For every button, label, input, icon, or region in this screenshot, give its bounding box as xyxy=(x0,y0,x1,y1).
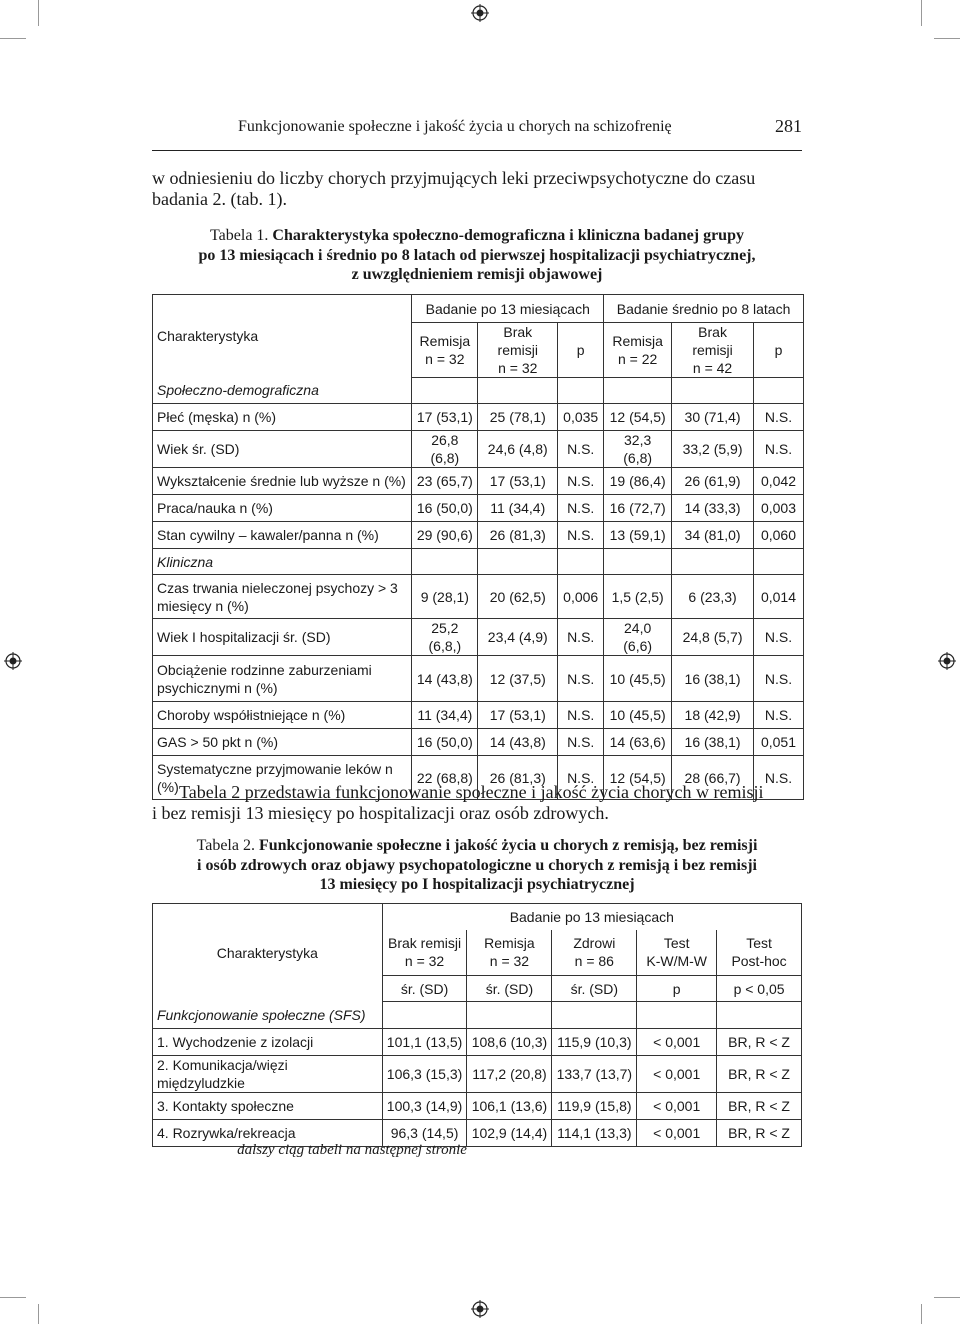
column-header: Brak remisji n = 32 xyxy=(478,323,558,378)
registration-mark-icon xyxy=(938,652,956,670)
text-line: Tabela 2 przedstawia funkcjonowanie społeczne i jakość życia chorych w remisji xyxy=(179,782,764,802)
table-cell: 28 (66,7) xyxy=(672,756,754,800)
row-label: Wykształcenie średnie lub wyższe n (%) xyxy=(153,468,412,495)
caption-label: Tabela 2. xyxy=(196,837,255,854)
row-label: 2. Komunikacja/więzi międzyludzkie xyxy=(153,1056,383,1093)
section-row xyxy=(153,549,804,575)
table-cell: 0,051 xyxy=(753,729,803,756)
table-cell: 0,006 xyxy=(558,575,604,619)
caption-title: po 13 miesiącach i średnio po 8 latach od pierwszej hospitalizacji psychiatrycznej, xyxy=(198,246,756,264)
column-subheader: śr. (SD) xyxy=(467,976,552,1002)
table-cell: 30 (71,4) xyxy=(672,404,754,431)
column-header: Test K-W/M-W xyxy=(637,930,717,976)
table-cell: 17 (53,1) xyxy=(412,404,478,431)
table-cell: 0,014 xyxy=(753,575,803,619)
section-header: Funkcjonowanie społeczne (SFS) xyxy=(153,1002,383,1029)
table-cell: BR, R < Z xyxy=(717,1120,802,1147)
table-cell: N.S. xyxy=(558,702,604,729)
table-cell: 26 (81,3) xyxy=(478,756,558,800)
table-cell: N.S. xyxy=(558,468,604,495)
row-label: 1. Wychodzenie z izolacji xyxy=(153,1029,383,1056)
table-cell: 12 (54,5) xyxy=(604,756,672,800)
text-line: w odniesieniu do liczby chorych przyjmujących leki przeciwpsychotyczne do czasu xyxy=(152,168,756,188)
row-label: Systematyczne przyjmowanie leków n (%) xyxy=(153,756,412,800)
table-cell: 101,1 (13,5) xyxy=(382,1029,467,1056)
table-cell: 33,2 (5,9) xyxy=(672,431,754,468)
row-label: 4. Rozrywka/rekreacja xyxy=(153,1120,383,1147)
table-cell: N.S. xyxy=(558,522,604,549)
column-header: Brak remisji n = 32 xyxy=(382,930,467,976)
trim-mark xyxy=(921,0,922,26)
table-row xyxy=(153,1056,802,1093)
table-cell: < 0,001 xyxy=(637,1093,717,1120)
table-cell: 25 (78,1) xyxy=(478,404,558,431)
table-cell: 0,060 xyxy=(753,522,803,549)
table-cell: 6 (23,3) xyxy=(672,575,754,619)
group-header: Badanie po 13 miesiącach xyxy=(382,904,801,930)
table-row xyxy=(153,575,804,619)
running-title: Funkcjonowanie społeczne i jakość życia u chorych na schizofrenię xyxy=(238,118,672,135)
table-cell: N.S. xyxy=(558,656,604,702)
table-cell: 17 (53,1) xyxy=(478,468,558,495)
registration-mark-icon xyxy=(471,1300,489,1318)
table-cell: 9 (28,1) xyxy=(412,575,478,619)
table-cell: 20 (62,5) xyxy=(478,575,558,619)
table-cell: 23 (65,7) xyxy=(412,468,478,495)
row-label: Praca/nauka n (%) xyxy=(153,495,412,522)
table-cell: 25,2 (6,8,) xyxy=(412,619,478,656)
caption-title: Charakterystyka społeczno-demograficzna i kliniczna badanej grupy xyxy=(272,227,744,244)
table2-caption xyxy=(152,836,802,895)
row-label: GAS > 50 pkt n (%) xyxy=(153,729,412,756)
table-cell: N.S. xyxy=(558,495,604,522)
table-cell: 106,1 (13,6) xyxy=(467,1093,552,1120)
table-cell: 24,0 (6,6) xyxy=(604,619,672,656)
column-header: p xyxy=(558,323,604,378)
continuation-note: dalszy ciąg tabeli na następnej stronie xyxy=(237,1142,467,1158)
caption-title: i osób zdrowych oraz objawy psychopatologiczne u chorych z remisją i bez remisji xyxy=(197,856,757,874)
table-row xyxy=(153,1093,802,1120)
table-cell: 10 (45,5) xyxy=(604,656,672,702)
table-cell: 32,3 (6,8) xyxy=(604,431,672,468)
table-cell: 12 (54,5) xyxy=(604,404,672,431)
table-cell: 100,3 (14,9) xyxy=(382,1093,467,1120)
trim-mark xyxy=(38,1304,39,1324)
table-cell: < 0,001 xyxy=(637,1120,717,1147)
table-row xyxy=(153,522,804,549)
table-cell: 18 (42,9) xyxy=(672,702,754,729)
table-cell: N.S. xyxy=(753,756,803,800)
group-header: Badanie średnio po 8 latach xyxy=(604,295,804,323)
table-row xyxy=(153,656,804,702)
column-header: Remisja n = 32 xyxy=(412,323,478,378)
registration-mark-icon xyxy=(4,652,22,670)
table-cell: 14 (43,8) xyxy=(478,729,558,756)
table-cell: 16 (38,1) xyxy=(672,729,754,756)
trim-mark xyxy=(0,1297,26,1298)
table-cell: 19 (86,4) xyxy=(604,468,672,495)
table-cell: 22 (68,8) xyxy=(412,756,478,800)
table1 xyxy=(152,294,804,800)
table2 xyxy=(152,903,802,1147)
intro-paragraph xyxy=(152,168,755,210)
table-row xyxy=(153,404,804,431)
table-cell: 26,8 (6,8) xyxy=(412,431,478,468)
column-header: Charakterystyka xyxy=(153,295,412,378)
empty-cell xyxy=(558,549,604,575)
table-cell: 0,003 xyxy=(753,495,803,522)
table-cell: 13 (59,1) xyxy=(604,522,672,549)
table-cell: 16 (50,0) xyxy=(412,495,478,522)
table-cell: 16 (50,0) xyxy=(412,729,478,756)
table-row xyxy=(153,702,804,729)
column-subheader: p < 0,05 xyxy=(717,976,802,1002)
caption-title: Funkcjonowanie społeczne i jakość życia u chorych z remisją, bez remisji xyxy=(258,837,758,854)
text-line: i bez remisji 13 miesięcy po hospitalizacji oraz osób zdrowych. xyxy=(152,803,609,823)
mid-paragraph xyxy=(152,782,764,824)
column-subheader: śr. (SD) xyxy=(552,976,637,1002)
table-cell: 102,9 (14,4) xyxy=(467,1120,552,1147)
table-cell: 17 (53,1) xyxy=(478,702,558,729)
table-cell: 23,4 (4,9) xyxy=(478,619,558,656)
table-cell: 14 (43,8) xyxy=(412,656,478,702)
empty-cell xyxy=(412,549,478,575)
table-cell: 12 (37,5) xyxy=(478,656,558,702)
table-cell: 24,8 (5,7) xyxy=(672,619,754,656)
table1-caption xyxy=(152,226,802,285)
table-cell: 14 (33,3) xyxy=(672,495,754,522)
table-cell: N.S. xyxy=(558,729,604,756)
table-cell: BR, R < Z xyxy=(717,1093,802,1120)
caption-label: Tabela 1. xyxy=(210,227,269,244)
caption-title: z uwzględnieniem remisji objawowej xyxy=(351,266,603,283)
table-cell: BR, R < Z xyxy=(717,1029,802,1056)
row-label: Czas trwania nieleczonej psychozy > 3 miesięcy n (%) xyxy=(153,575,412,619)
table-cell: 133,7 (13,7) xyxy=(552,1056,637,1093)
column-header: Brak remisji n = 42 xyxy=(672,323,754,378)
empty-cell xyxy=(604,549,672,575)
table-cell: N.S. xyxy=(753,619,803,656)
section-header: Społeczno-demograficzna xyxy=(153,378,412,404)
trim-mark xyxy=(0,38,26,39)
empty-cell xyxy=(753,549,803,575)
table-cell: N.S. xyxy=(753,431,803,468)
table-cell: 0,042 xyxy=(753,468,803,495)
table-cell: N.S. xyxy=(753,404,803,431)
table-row xyxy=(153,619,804,656)
table-cell: 106,3 (15,3) xyxy=(382,1056,467,1093)
table-cell: 114,1 (13,3) xyxy=(552,1120,637,1147)
row-label: Wiek śr. (SD) xyxy=(153,431,412,468)
row-label: 3. Kontakty społeczne xyxy=(153,1093,383,1120)
trim-mark xyxy=(934,38,960,39)
column-header: Zdrowi n = 86 xyxy=(552,930,637,976)
running-header xyxy=(152,116,802,151)
row-label: Obciążenie rodzinne zaburzeniami psychicznymi n (%) xyxy=(153,656,412,702)
empty-cell xyxy=(478,549,558,575)
column-header: p xyxy=(753,323,803,378)
table-cell: 0,035 xyxy=(558,404,604,431)
column-header: Remisja n = 22 xyxy=(604,323,672,378)
table-cell: < 0,001 xyxy=(637,1029,717,1056)
table-cell: 117,2 (20,8) xyxy=(467,1056,552,1093)
table-cell: N.S. xyxy=(753,656,803,702)
column-header: Test Post-hoc xyxy=(717,930,802,976)
row-label: Wiek I hospitalizacji śr. (SD) xyxy=(153,619,412,656)
table-cell: N.S. xyxy=(558,756,604,800)
table-cell: 24,6 (4,8) xyxy=(478,431,558,468)
table-cell: N.S. xyxy=(558,431,604,468)
column-subheader: śr. (SD) xyxy=(382,976,467,1002)
table-row xyxy=(153,495,804,522)
table-cell: 10 (45,5) xyxy=(604,702,672,729)
row-label: Płeć (męska) n (%) xyxy=(153,404,412,431)
table-cell: 108,6 (10,3) xyxy=(467,1029,552,1056)
trim-mark xyxy=(934,1297,960,1298)
empty-cell xyxy=(672,549,754,575)
caption-title: 13 miesięcy po I hospitalizacji psychiatrycznej xyxy=(319,876,635,893)
table-cell: 29 (90,6) xyxy=(412,522,478,549)
table-cell: 16 (72,7) xyxy=(604,495,672,522)
registration-mark-icon xyxy=(471,4,489,22)
table-cell: 119,9 (15,8) xyxy=(552,1093,637,1120)
group-header: Badanie po 13 miesiącach xyxy=(412,295,604,323)
table-cell: N.S. xyxy=(753,702,803,729)
section-header: Kliniczna xyxy=(153,549,412,575)
table-row xyxy=(153,729,804,756)
row-label: Stan cywilny – kawaler/panna n (%) xyxy=(153,522,412,549)
table-cell: 26 (61,9) xyxy=(672,468,754,495)
table-row xyxy=(153,468,804,495)
column-header: Remisja n = 32 xyxy=(467,930,552,976)
table-cell: N.S. xyxy=(558,619,604,656)
table-cell: 26 (81,3) xyxy=(478,522,558,549)
table-cell: 1,5 (2,5) xyxy=(604,575,672,619)
table-cell: BR, R < Z xyxy=(717,1056,802,1093)
column-header: Charakterystyka xyxy=(153,904,383,1002)
column-subheader: p xyxy=(637,976,717,1002)
table-cell: 96,3 (14,5) xyxy=(382,1120,467,1147)
table-cell: 11 (34,4) xyxy=(478,495,558,522)
table-row xyxy=(153,431,804,468)
row-label: Choroby współistniejące n (%) xyxy=(153,702,412,729)
table-cell: 16 (38,1) xyxy=(672,656,754,702)
table-cell: < 0,001 xyxy=(637,1056,717,1093)
table-row xyxy=(153,1029,802,1056)
trim-mark xyxy=(921,1304,922,1324)
trim-mark xyxy=(38,0,39,26)
table-cell: 34 (81,0) xyxy=(672,522,754,549)
table-cell: 14 (63,6) xyxy=(604,729,672,756)
table-cell: 11 (34,4) xyxy=(412,702,478,729)
page-number: 281 xyxy=(775,116,802,136)
table-cell: 115,9 (10,3) xyxy=(552,1029,637,1056)
text-line: badania 2. (tab. 1). xyxy=(152,189,287,209)
